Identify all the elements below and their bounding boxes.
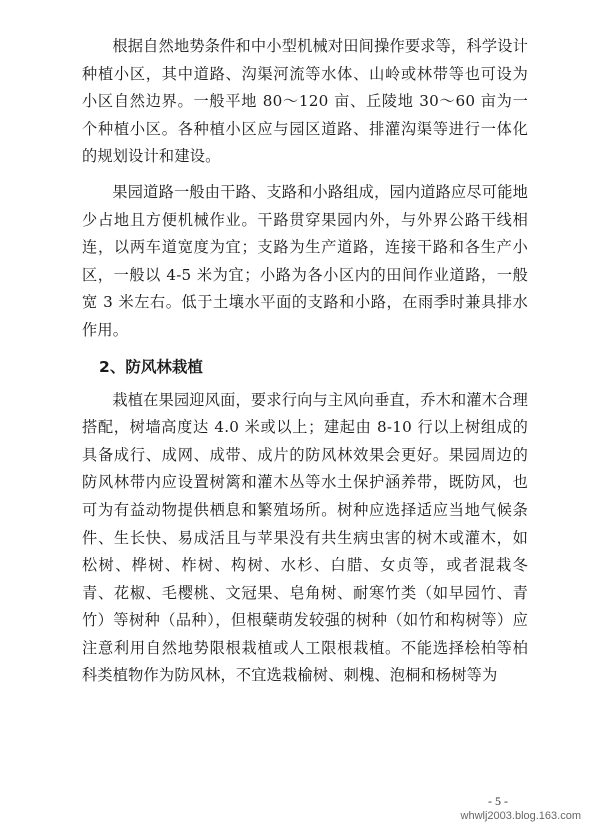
page-number: - 5 - (488, 794, 508, 808)
document-body (82, 33, 528, 698)
blog-watermark: whwlj2003.blog.163.com (460, 810, 581, 822)
section-heading-windbreak: 2、防风林栽植 (99, 357, 203, 376)
paragraph-windbreak: 栽植在果园迎风面，要求行向与主风向垂直，乔木和灌木合理搭配，树墙高度达 4.0 米或以上；建起由 8-10 行以上树组成的具备成行、成网、成带、成片的防风林效果会更好。果园周边的防风林带内应设置树篱和灌木丛等水土保护涵养带，既防风，也可为有益动物提供栖息和繁殖场所。树种应选择适应当地气候条件、生长快、易成活且与苹果没有共生病虫害的树木或灌木，如松树、桦树、柞树、构树、水杉、白腊、女贞等，或者混栽冬青、花椒、毛樱桃、文冠果、皂角树、耐寒竹类（如早园竹、青竹）等树种（品种），但根蘖萌发较强的树种（如竹和构树等）应注意利用自然地势限根栽植或人工限根栽植。不能选择桧柏等柏科类植物作为防风林，不宜选栽榆树、刺槐、泡桐和杨树等为 (82, 390, 528, 685)
paragraph-orchard-roads: 果园道路一般由干路、支路和小路组成，园内道路应尽可能地少占地且方便机械作业。干路贯穿果园内外，与外界公路干线相连，以两车道宽度为宜；支路为生产道路，连接干路和各生产小区，一般以 4-5 米为宜；小路为各小区内的田间作业道路，一般宽 3 米左右。低于土壤水平面的支路和小路，在雨季时兼具排水作用。 (82, 182, 528, 339)
paragraph-planting-plots: 根据自然地势条件和中小型机械对田间操作要求等，科学设计种植小区，其中道路、沟渠河流等水体、山岭或林带等也可设为小区自然边界。一般平地 80～120 亩、丘陵地 30～60 亩为一个种植小区。各种植小区应与园区道路、排灌沟渠等进行一体化的规划设计和建设。 (82, 37, 528, 166)
